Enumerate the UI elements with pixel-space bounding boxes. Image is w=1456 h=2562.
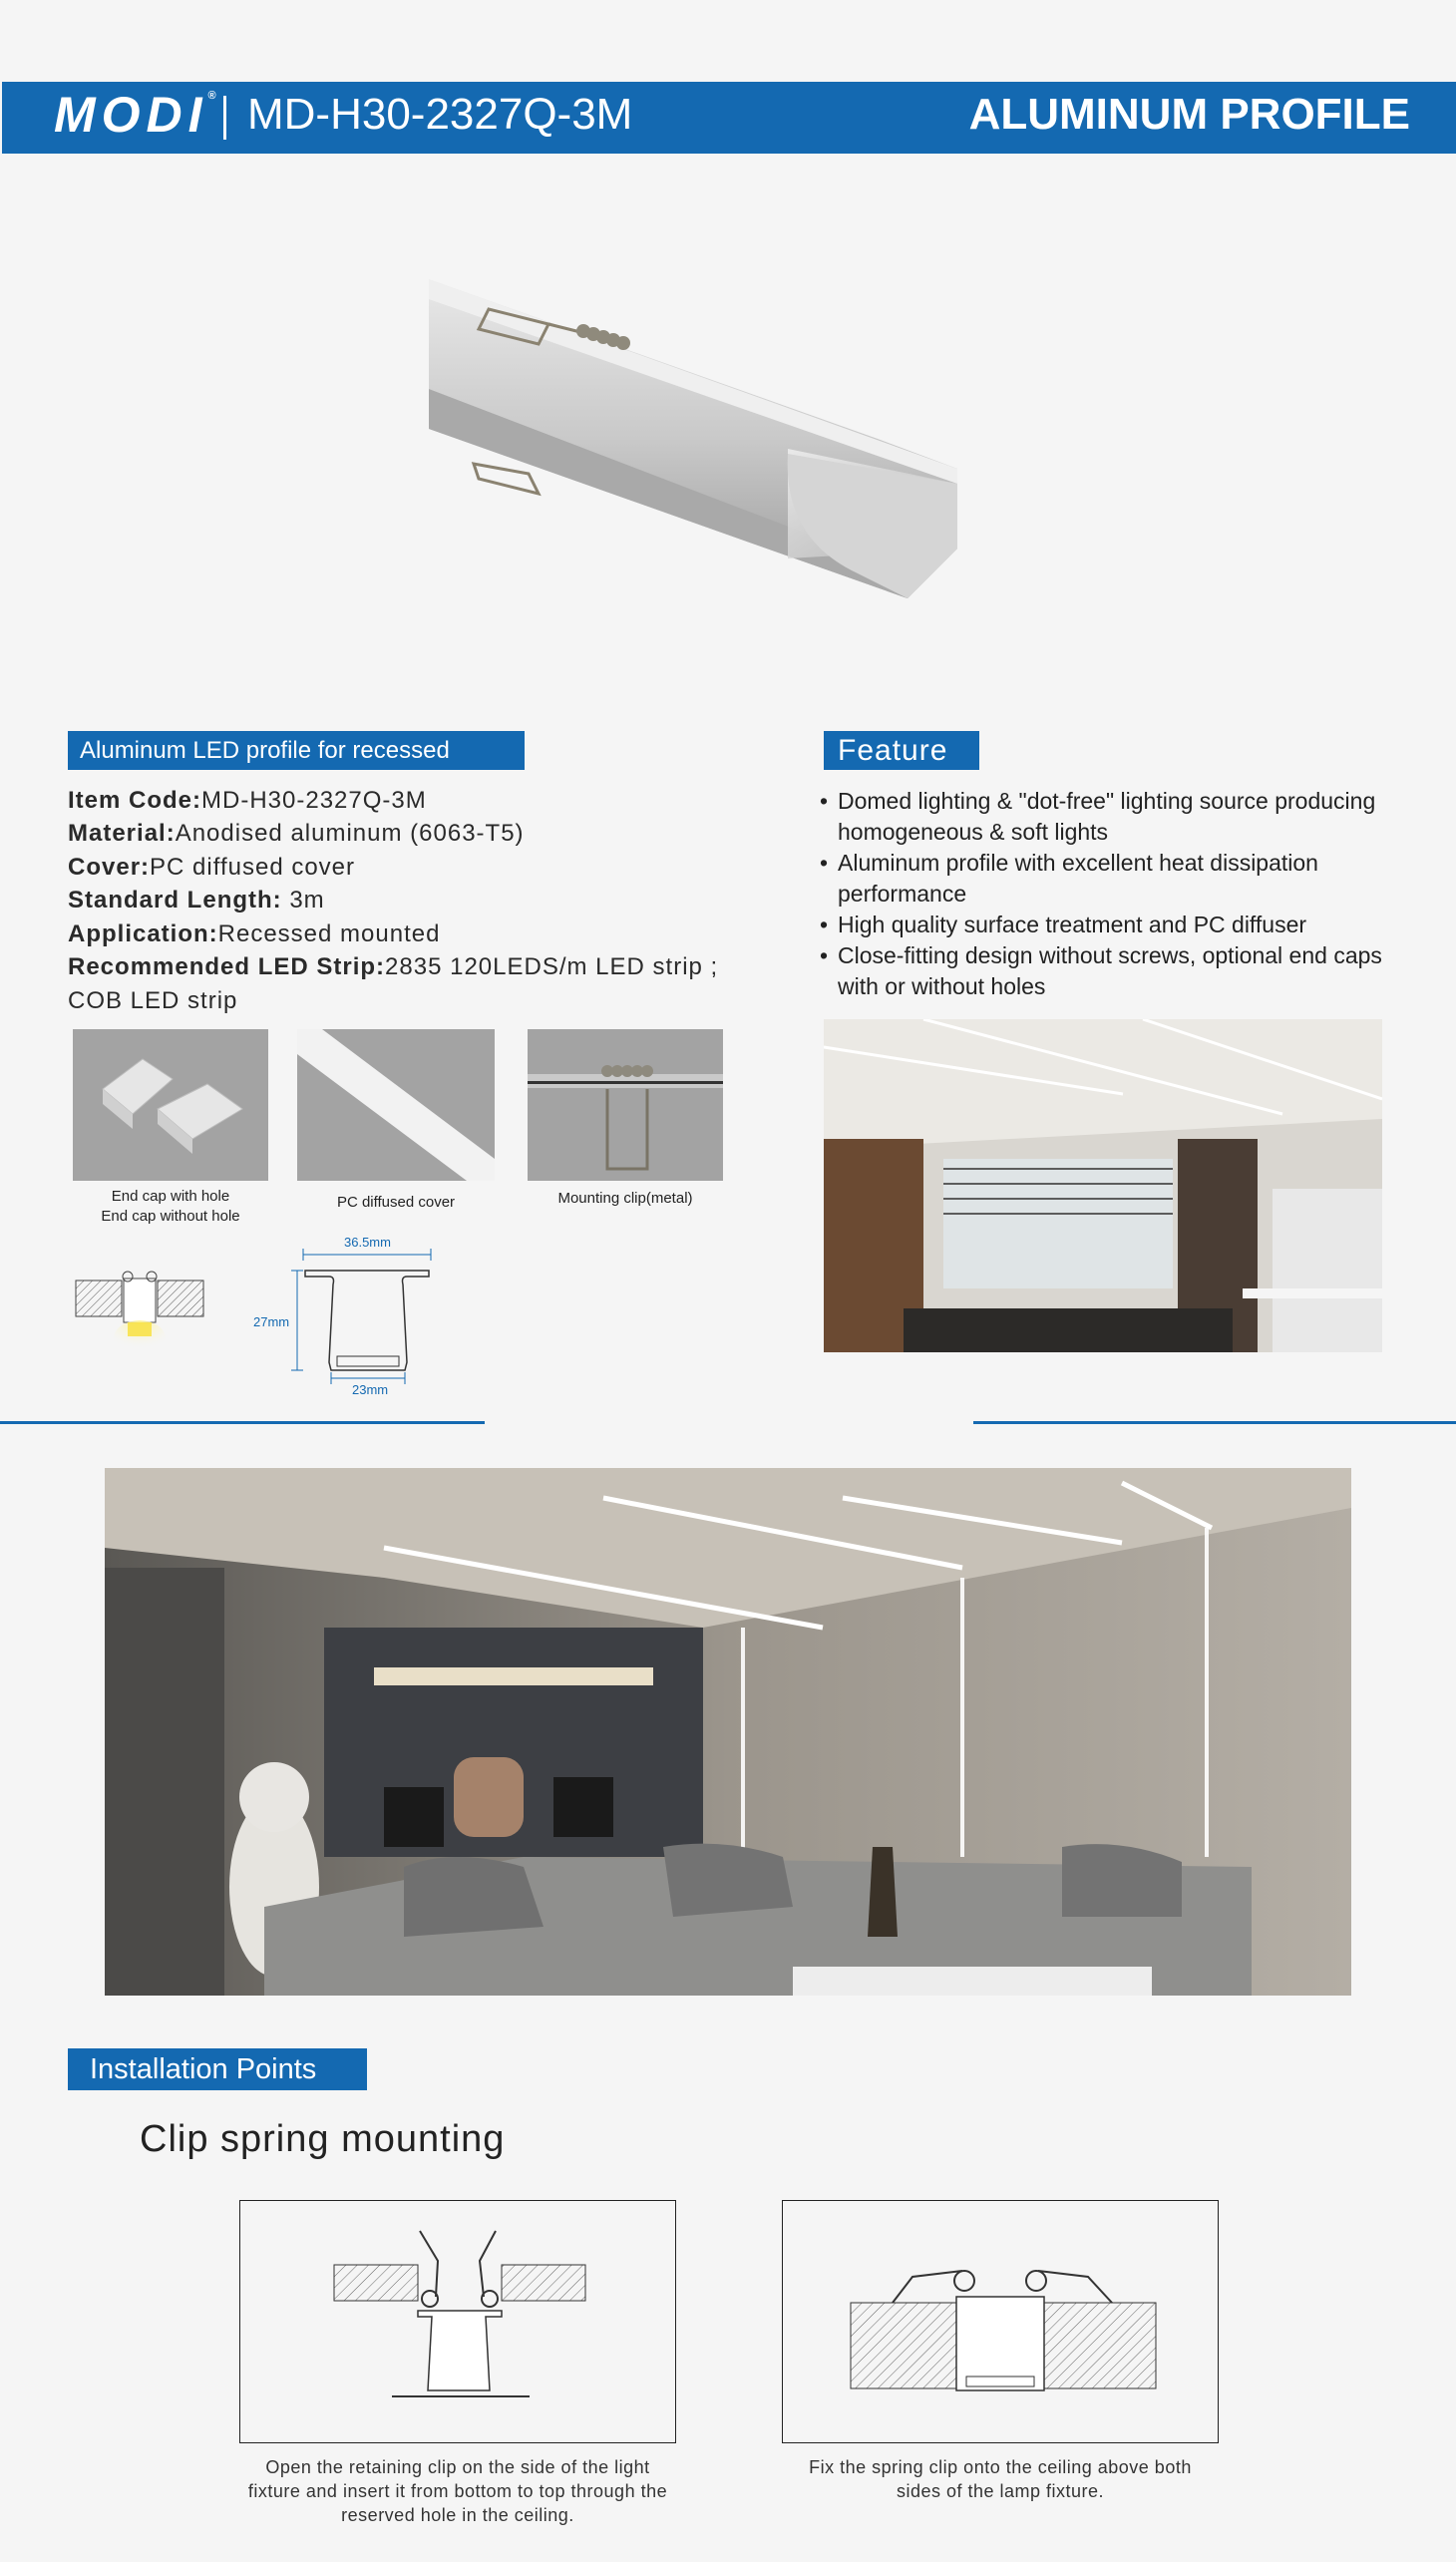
header-separator bbox=[223, 96, 226, 140]
end-cap-caption: End cap with hole End cap without hole bbox=[101, 1188, 240, 1225]
feature-badge: Feature bbox=[824, 731, 979, 770]
feature-item: • Aluminum profile with excellent heat dissipation performance bbox=[820, 848, 1418, 910]
install-step-1-diagram bbox=[239, 2200, 676, 2443]
feature-item: • Domed lighting & "dot-free" lighting source producing homogeneous & soft lights bbox=[820, 786, 1418, 848]
dim-top: 36.5mm bbox=[344, 1235, 391, 1250]
spec-led-strip: Recommended LED Strip:2835 120LEDS/m LED strip ; bbox=[68, 953, 719, 980]
mini-install-diagram bbox=[72, 1259, 207, 1352]
pc-cover-image bbox=[297, 1029, 495, 1181]
feature-room-photo bbox=[824, 1019, 1382, 1352]
install-step-2-text: Fix the spring clip onto the ceiling above both sides of the lamp fixture. bbox=[809, 2457, 1192, 2501]
lounge-room-photo bbox=[105, 1468, 1351, 1996]
spec-led-strip-cont: COB LED strip bbox=[68, 987, 238, 1014]
feature-list bbox=[820, 786, 1418, 1002]
page-title: ALUMINUM PROFILE bbox=[968, 90, 1410, 139]
spec-application: Application:Recessed mounted bbox=[68, 920, 441, 947]
spec-length: Standard Length: 3m bbox=[68, 887, 325, 914]
end-cap-image bbox=[73, 1029, 268, 1181]
feature-item: • Close-fitting design without screws, optional end caps with or without holes bbox=[820, 940, 1418, 1002]
dim-height: 27mm bbox=[253, 1314, 290, 1329]
spec-cover: Cover:PC diffused cover bbox=[68, 854, 356, 881]
feature-item: • High quality surface treatment and PC diffuser bbox=[820, 910, 1418, 940]
installation-subtitle: Clip spring mounting bbox=[140, 2118, 506, 2160]
pc-cover-caption: PC diffused cover bbox=[336, 1194, 456, 1211]
dim-bottom: 23mm bbox=[352, 1382, 389, 1397]
divider-left bbox=[0, 1421, 485, 1424]
brand-logo: MODI® bbox=[54, 87, 216, 143]
mounting-clip-caption: Mounting clip(metal) bbox=[557, 1190, 693, 1207]
model-number: MD-H30-2327Q-3M bbox=[247, 90, 633, 139]
product-profile-image bbox=[419, 269, 977, 618]
divider-right bbox=[973, 1421, 1456, 1424]
installation-badge: Installation Points bbox=[68, 2048, 367, 2090]
install-step-2-diagram bbox=[782, 2200, 1219, 2443]
install-step-1-text: Open the retaining clip on the side of the light fixture and insert it from bottom to top through the reserved hole in the ceiling. bbox=[247, 2457, 668, 2525]
spec-material: Material:Anodised aluminum (6063-T5) bbox=[68, 820, 525, 847]
section-badge-recessed: Aluminum LED profile for recessed bbox=[68, 731, 525, 770]
spec-item-code: Item Code:MD-H30-2327Q-3M bbox=[68, 787, 427, 814]
mounting-clip-image bbox=[528, 1029, 723, 1181]
